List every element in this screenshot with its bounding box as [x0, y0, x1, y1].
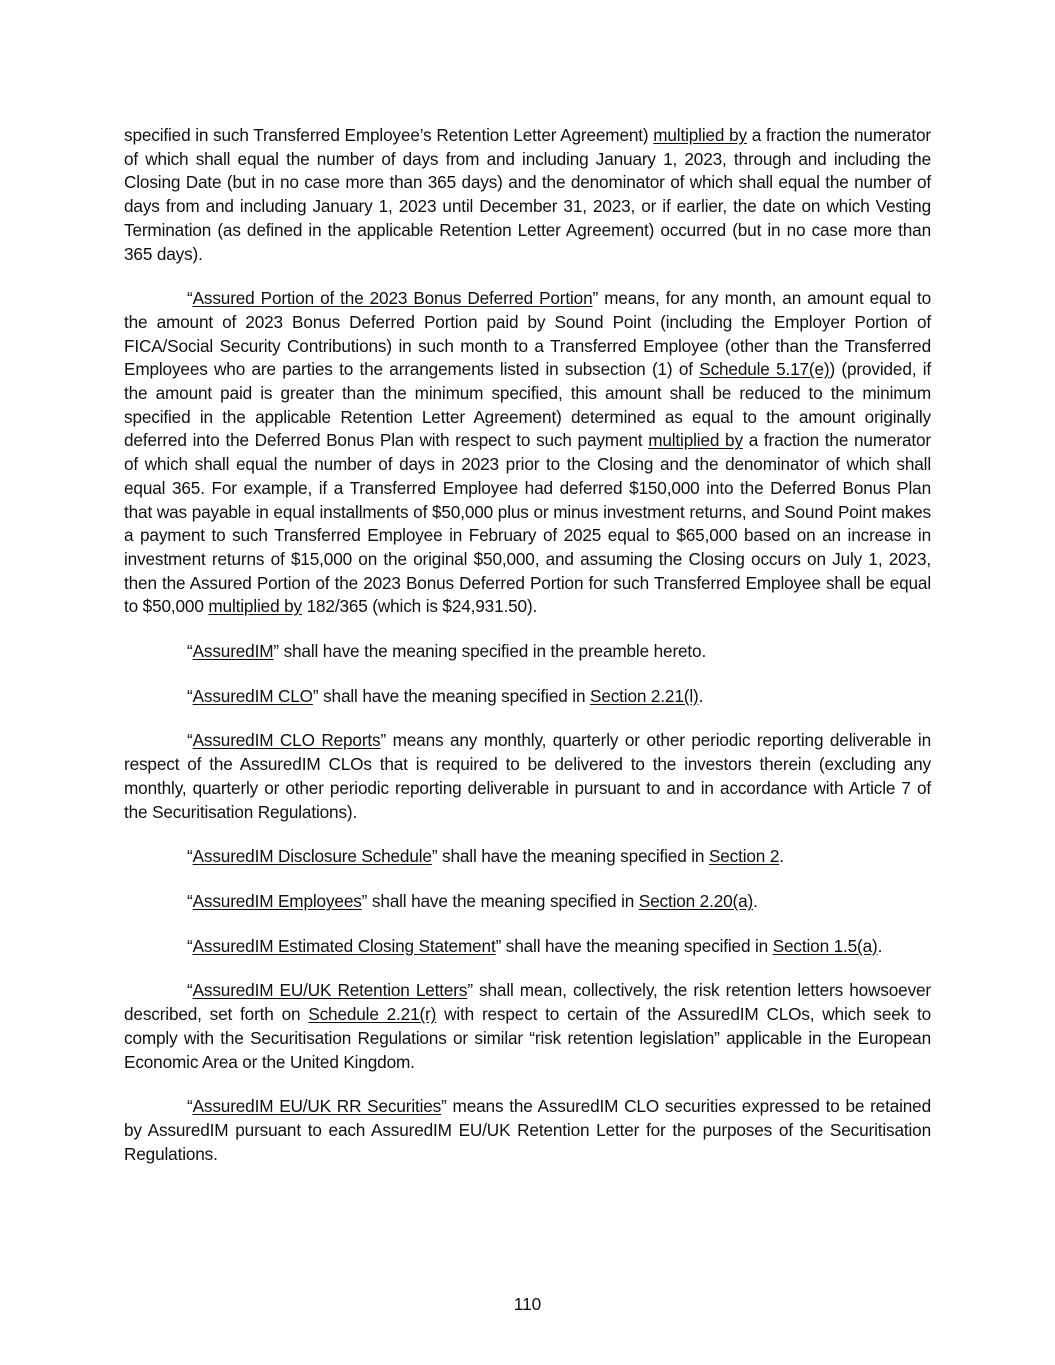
underlined-term: Schedule 5.17(e) [699, 359, 830, 380]
text-run: “ [187, 846, 193, 867]
text-run: “ [187, 1096, 193, 1117]
underlined-term: AssuredIM CLO [192, 685, 313, 706]
underlined-term: Section 2 [708, 846, 780, 867]
paragraph [124, 845, 931, 869]
document-body [124, 124, 931, 1187]
text-run: “ [187, 890, 193, 911]
paragraph [124, 287, 931, 619]
text-run: “ [187, 980, 193, 1001]
paragraph [124, 979, 931, 1074]
underlined-term: AssuredIM CLO Reports [192, 730, 381, 751]
underlined-term: AssuredIM EU/UK Retention Letters [192, 980, 468, 1001]
text-run: “ [187, 685, 193, 706]
paragraph [124, 124, 931, 266]
text-run: ” means the AssuredIM CLO securities expressed to be retained by AssuredIM pursuant to each AssuredIM EU/UK Retention Letter for the purposes of the Securitisation Regulations. [124, 1096, 932, 1164]
text-run: . [753, 890, 758, 911]
text-run: 182/365 (which is $24,931.50). [301, 596, 538, 617]
text-run: ” shall have the meaning specified in [312, 685, 590, 706]
underlined-term: Section 1.5(a) [772, 935, 878, 956]
text-run: . [877, 935, 883, 956]
underlined-term: multiplied by [653, 125, 747, 145]
paragraph [124, 685, 931, 709]
text-run: ” shall mean, collectively, the risk retention letters howsoever described, set forth on [124, 980, 931, 1025]
underlined-term: AssuredIM Employees [192, 890, 362, 911]
text-run: a fraction the numerator of which shall equal the number of days from and including January 1, 2023, through and including the Closing Date (but in no case more than 365 days) and the denominator of which shall equal the number of days from and including January 1, 2023 until December 31, 2023, or if earlier, the date on which Vesting Termination (as defined in the applicable Retention Letter Agreement) occurred (but in no case more than 365 days). [124, 125, 931, 264]
text-run: “ [187, 730, 193, 751]
text-run: with respect to certain of the AssuredIM CLOs, which seek to comply with the Securitisation Regulations or similar “risk retention legislation” applicable in the European Economic Area or the United Kingdom. [124, 1004, 931, 1072]
paragraph [124, 1095, 931, 1166]
text-run: ) (provided, if the amount paid is greater than the minimum specified, this amount shall be reduced to the minimum specified in the applicable Retention Letter Agreement) determined as equal to the amount originally deferred into the Deferred Bonus Plan with respect to such payment [124, 359, 932, 451]
paragraph [124, 729, 931, 824]
text-run: “ [187, 641, 193, 662]
text-run: . [698, 685, 704, 706]
text-run: specified in such Transferred Employee’s Retention Letter Agreement) [124, 125, 654, 145]
underlined-term: multiplied by [208, 596, 302, 617]
text-run: . [779, 846, 784, 867]
underlined-term: AssuredIM Disclosure Schedule [192, 846, 432, 867]
paragraph [124, 890, 931, 914]
underlined-term: multiplied by [648, 430, 743, 451]
text-run: a fraction the numerator of which shall equal the number of days in 2023 prior to the Closing and the denominator of which shall equal 365. For example, if a Transferred Employee had deferred $150,000 into the Deferred Bonus Plan that was payable in equal installments of $50,000 plus or minus investment returns, and Sound Point makes a payment to such Transferred Employee in February of 2025 equal to $65,000 based on an increase in investment returns of $15,000 on the original $50,000, and assuming the Closing occurs on July 1, 2023, then the Assured Portion of the 2023 Bonus Deferred Portion for such Transferred Employee shall be equal to $50,000 [124, 430, 931, 617]
underlined-term: Section 2.20(a) [638, 890, 754, 911]
paragraph [124, 640, 931, 664]
underlined-term: AssuredIM EU/UK RR Securities [192, 1096, 442, 1117]
text-run: “ [187, 935, 193, 956]
text-run: ” shall have the meaning specified in [431, 846, 709, 867]
underlined-term: Schedule 2.21(r) [308, 1004, 437, 1025]
paragraph [124, 935, 931, 959]
text-run: ” means any monthly, quarterly or other periodic reporting deliverable in respect of the AssuredIM CLOs that is required to be delivered to the investors therein (excluding any monthly, quarterly or other periodic reporting deliverable in pursuant to and in accordance with Article 7 of the Securitisation Regulations). [124, 730, 931, 822]
underlined-term: Section 2.21(l) [590, 685, 699, 706]
underlined-term: AssuredIM [192, 641, 274, 662]
text-run: ” shall have the meaning specified in [361, 890, 639, 911]
text-run: ” shall have the meaning specified in [495, 935, 773, 956]
text-run: “ [187, 288, 193, 309]
underlined-term: Assured Portion of the 2023 Bonus Deferred Portion [192, 288, 593, 309]
text-run: ” shall have the meaning specified in the preamble hereto. [273, 641, 707, 662]
text-run: ” means, for any month, an amount equal to the amount of 2023 Bonus Deferred Portion paid by Sound Point (including the Employer Portion of FICA/Social Security Contributions) in such month to a Transferred Employee (other than the Transferred Employees who are parties to the arrangements listed in subsection (1) of [124, 288, 932, 380]
page-number: 110 [513, 1294, 542, 1314]
underlined-term: AssuredIM Estimated Closing Statement [192, 935, 496, 956]
